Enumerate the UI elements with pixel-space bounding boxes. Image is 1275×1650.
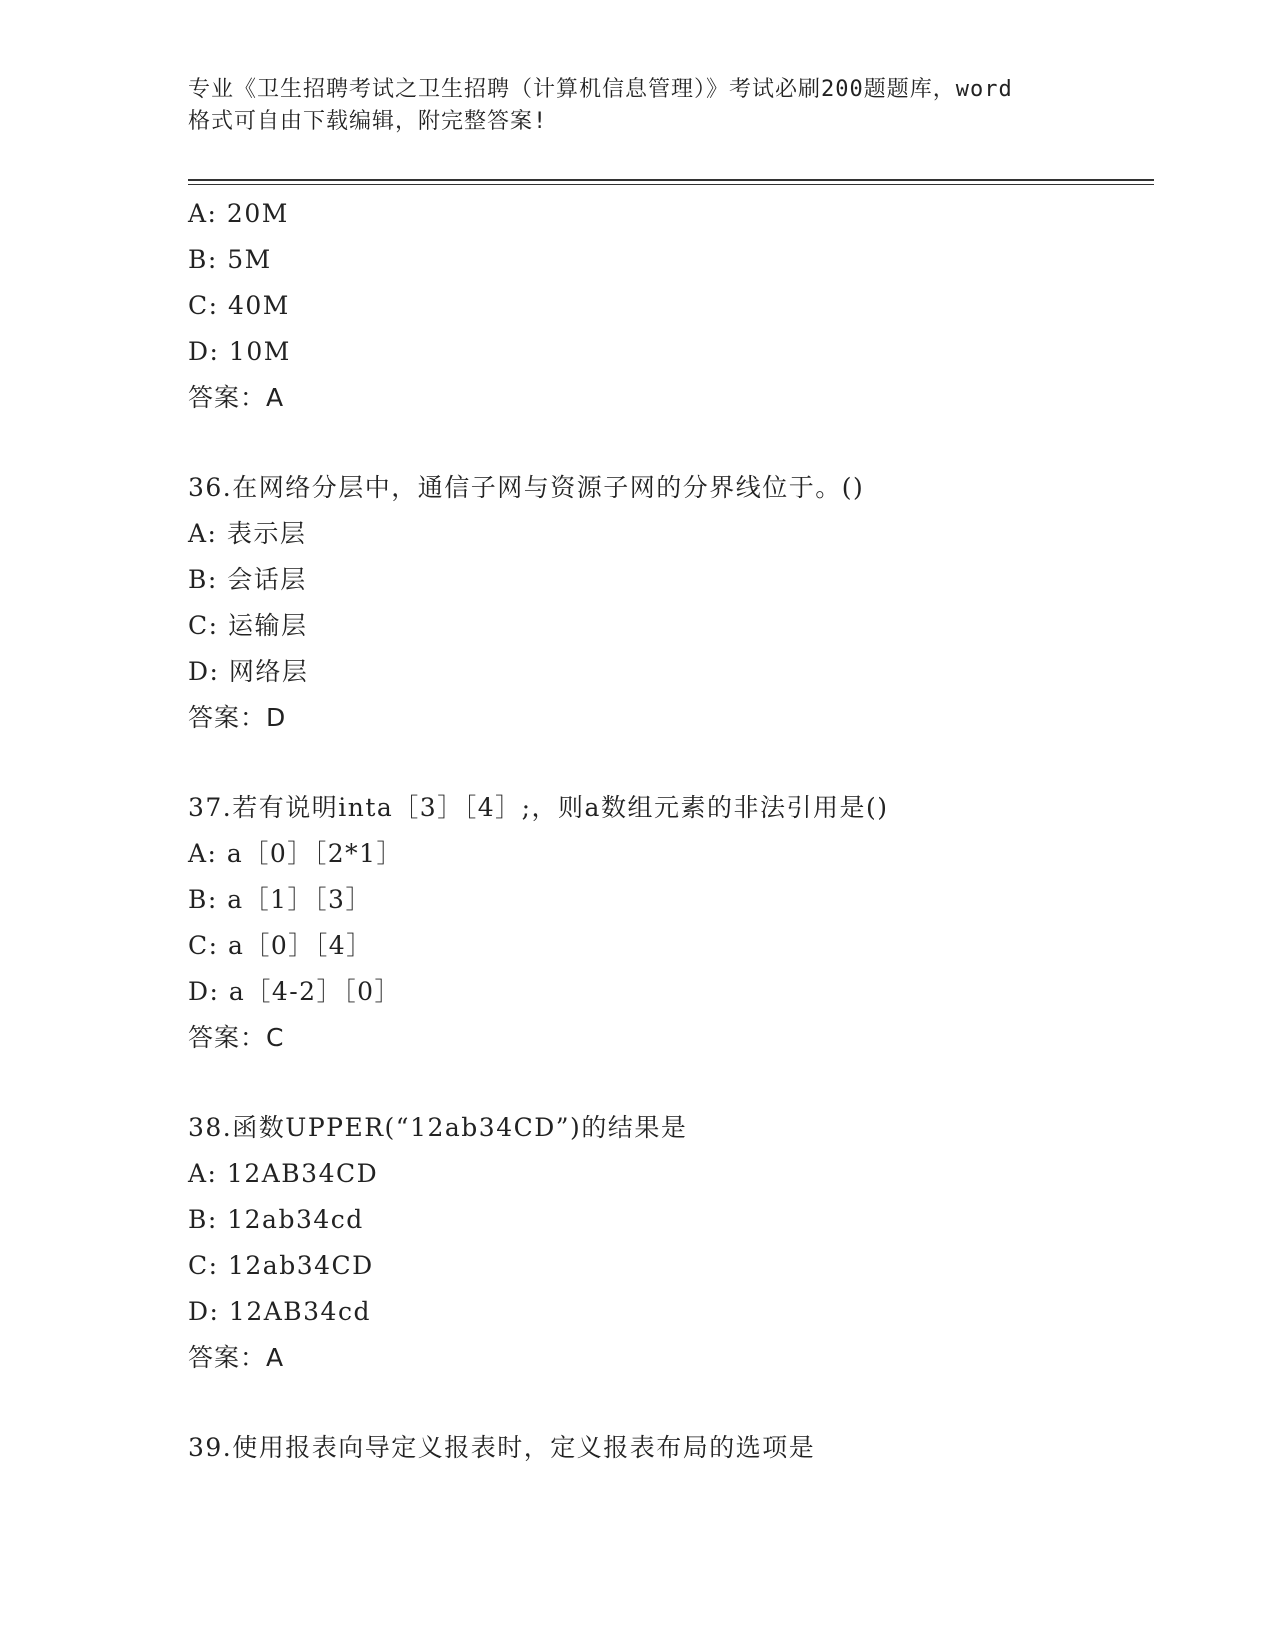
option-a: A: 表示层 bbox=[188, 519, 307, 548]
option-b: B: a［1］［3］ bbox=[188, 885, 372, 914]
question-title: 39.使用报表向导定义报表时，定义报表布局的选项是 bbox=[188, 1433, 816, 1462]
question-block-37 bbox=[188, 785, 1154, 1061]
answer-line: 答案：D bbox=[188, 703, 287, 732]
question-block-35 bbox=[188, 191, 1154, 421]
header-divider-thin bbox=[188, 184, 1154, 185]
option-c: C: 12ab34CD bbox=[188, 1251, 374, 1280]
header-line-2: 格式可自由下载编辑，附完整答案! bbox=[188, 109, 548, 134]
question-title: 37.若有说明inta［3］［4］;，则a数组元素的非法引用是() bbox=[188, 793, 889, 822]
question-title: 36.在网络分层中，通信子网与资源子网的分界线位于。() bbox=[188, 473, 865, 502]
option-c: C: 40M bbox=[188, 291, 290, 320]
option-d: D: 10M bbox=[188, 337, 291, 366]
option-c: C: 运输层 bbox=[188, 611, 308, 640]
answer-line: 答案：A bbox=[188, 1343, 285, 1372]
question-block-39 bbox=[188, 1425, 1154, 1471]
question-block-36 bbox=[188, 465, 1154, 741]
answer-line: 答案：A bbox=[188, 383, 285, 412]
option-a: A: a［0］［2*1］ bbox=[188, 839, 404, 868]
option-d: D: 网络层 bbox=[188, 657, 309, 686]
option-d: D: 12AB34cd bbox=[188, 1297, 371, 1326]
option-a: A: 20M bbox=[188, 199, 289, 228]
question-title: 38.函数UPPER(“12ab34CD”)的结果是 bbox=[188, 1113, 688, 1142]
option-b: B: 5M bbox=[188, 245, 272, 274]
question-list bbox=[188, 191, 1154, 1471]
document-header bbox=[188, 74, 1088, 138]
option-b: B: 12ab34cd bbox=[188, 1205, 364, 1234]
question-block-38 bbox=[188, 1105, 1154, 1381]
option-d: D: a［4-2］［0］ bbox=[188, 977, 401, 1006]
option-c: C: a［0］［4］ bbox=[188, 931, 373, 960]
header-divider-thick bbox=[188, 179, 1154, 181]
option-b: B: 会话层 bbox=[188, 565, 307, 594]
header-line-1: 专业《卫生招聘考试之卫生招聘（计算机信息管理）》考试必刷200题题库，word bbox=[188, 77, 1013, 102]
answer-line: 答案：C bbox=[188, 1023, 285, 1052]
option-a: A: 12AB34CD bbox=[188, 1159, 379, 1188]
